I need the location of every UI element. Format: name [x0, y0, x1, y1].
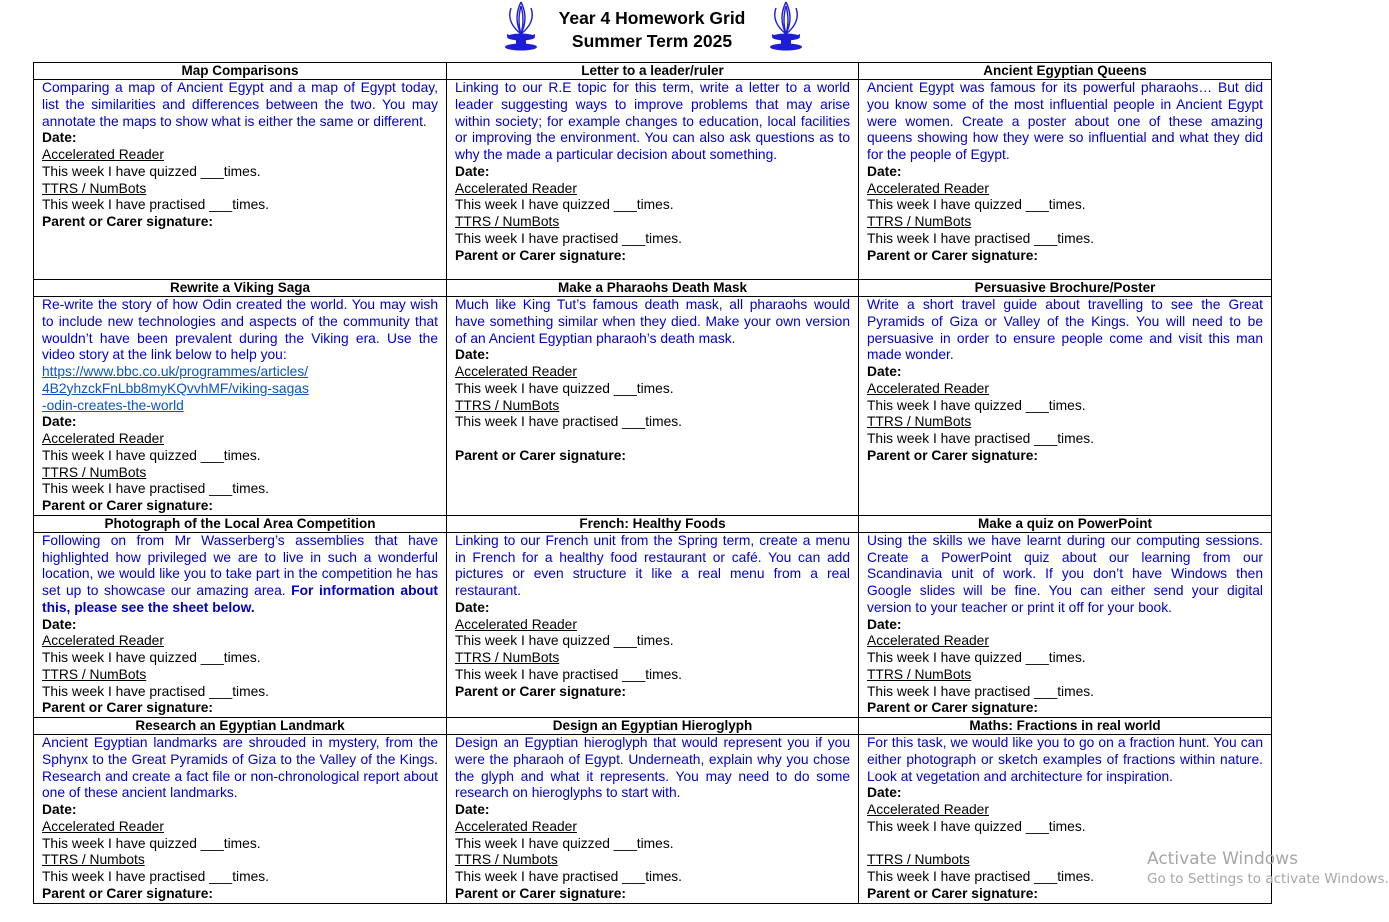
date-label: Date: [867, 785, 902, 801]
date-label: Date: [455, 347, 490, 363]
accelerated-reader-heading: Accelerated Reader [867, 380, 989, 396]
task-description: Linking to our French unit from the Spring term, create a menu in French for a healthy food restaurant or café. You can add pictures or even structure it like a real menu from a real restaurant. [455, 532, 850, 598]
spacer [455, 431, 850, 448]
task-cell [34, 532, 447, 717]
watermark-line-1: Activate Windows [1147, 849, 1298, 869]
accelerated-reader-heading: Accelerated Reader [42, 147, 164, 162]
activate-windows-watermark [1147, 848, 1389, 888]
task-description: Linking to our R.E topic for this term, write a letter to a world leader suggesting ways to improve problems that may arise within society; for example changes to education, local facilities or improving the environment. You can also ask questions as to why the made a particular decision about something. [455, 80, 850, 162]
ttrs-heading: TTRS / Numbots [455, 852, 558, 868]
quizzed-line: This week I have quizzed ___times. [42, 163, 261, 179]
signature-label: Parent or Carer signature: [867, 700, 1038, 716]
date-label: Date: [867, 364, 902, 379]
signature-label: Parent or Carer signature: [42, 885, 213, 901]
title-line-2: Summer Term 2025 [571, 31, 733, 51]
practised-line: This week I have practised ___times. [455, 666, 682, 682]
task-title: Make a Pharaohs Death Mask [447, 280, 859, 297]
accelerated-reader-heading: Accelerated Reader [455, 616, 577, 632]
signature-label: Parent or Carer signature: [455, 247, 626, 263]
task-title: Make a quiz on PowerPoint [859, 515, 1272, 532]
quizzed-line: This week I have quizzed ___times. [42, 447, 261, 463]
task-cell [447, 532, 859, 717]
signature-label: Parent or Carer signature: [455, 885, 626, 901]
page-header [0, 0, 1304, 62]
quizzed-line: This week I have quizzed ___times. [455, 380, 674, 396]
task-cell [859, 80, 1272, 280]
video-link-line-3[interactable]: -odin-creates-the-world [42, 397, 184, 413]
task-cell [447, 297, 859, 516]
quizzed-line: This week I have quizzed ___times. [455, 835, 674, 851]
task-cell [34, 735, 447, 904]
accelerated-reader-heading: Accelerated Reader [867, 802, 989, 817]
task-title: Photograph of the Local Area Competition [34, 515, 447, 532]
date-label: Date: [455, 163, 490, 179]
signature-label: Parent or Carer signature: [42, 498, 213, 513]
page-title [500, 7, 804, 53]
task-description [42, 297, 438, 414]
date-label: Date: [42, 802, 77, 817]
quizzed-line: This week I have quizzed ___times. [455, 633, 674, 649]
accelerated-reader-heading: Accelerated Reader [867, 633, 989, 649]
title-line-1: Year 4 Homework Grid [558, 8, 746, 28]
ttrs-heading: TTRS / NumBots [867, 414, 972, 430]
grid-content-row [34, 735, 1272, 904]
practised-line: This week I have practised ___times. [455, 869, 682, 884]
task-description: Write a short travel guide about travelling to see the Great Pyramids of Giza or Valley of the Kings. You will need to be persuasive in order to ensure people come and visit this man made wonder. [867, 297, 1263, 363]
task-cell [34, 297, 447, 516]
video-link-line-2[interactable]: 4B2yhzckFnLbb8myKQvvhMF/viking-sagas [42, 380, 309, 396]
task-title: Research an Egyptian Landmark [34, 718, 447, 735]
quizzed-line: This week I have quizzed ___times. [455, 197, 674, 213]
date-label: Date: [867, 163, 902, 179]
signature-label: Parent or Carer signature: [42, 214, 213, 229]
task-description [42, 533, 438, 617]
date-label: Date: [455, 802, 490, 817]
quizzed-line: This week I have quizzed ___times. [42, 835, 261, 851]
task-title: Design an Egyptian Hieroglyph [447, 718, 859, 735]
task-cell [859, 297, 1272, 516]
ttrs-heading: TTRS / NumBots [867, 214, 972, 229]
quizzed-line: This week I have quizzed ___times. [867, 818, 1086, 834]
watermark-line-2: Go to Settings to activate Windows. [1147, 871, 1389, 887]
task-description: Ancient Egyptian landmarks are shrouded in mystery, from the Sphynx to the Great Pyramids of Giza to the Valley of the Kings. Research and create a fact file or non-chronological report about one of these ancient landmarks. [42, 735, 438, 801]
task-title: Maths: Fractions in real world [859, 718, 1272, 735]
task-cell [447, 735, 859, 904]
task-description-text: Re-write the story of how Odin created the world. You may wish to include new technologies and aspects of the community that wouldn’t have been prevalent during the Viking era. Use the video story at the link below to help you: [42, 297, 438, 363]
signature-label: Parent or Carer signature: [867, 247, 1038, 263]
task-description: Using the skills we have learnt during our computing sessions. Create a PowerPoint quiz about our learning from our Scandinavia unit of work. If you don’t have Windows then Google slides will be fine. You can either send your digital version to your teacher or print it off for your book. [867, 532, 1263, 615]
practised-line: This week I have practised ___times. [455, 414, 682, 430]
practised-line: This week I have practised ___times. [455, 230, 682, 246]
quizzed-line: This week I have quizzed ___times. [867, 197, 1086, 213]
task-description: For this task, we would like you to go on a fraction hunt. You can either photograph or sketch examples of fractions within nature. Look at vegetation and architecture for inspiration. [867, 735, 1263, 784]
task-description: Ancient Egypt was famous for its powerful pharaohs… But did you know some of the most influential people in Ancient Egypt were women. Create a poster about one of these amazing queens showing how they were so influential and what they did for the people of Egypt. [867, 80, 1263, 162]
practised-line: This week I have practised ___times. [42, 869, 269, 884]
practised-line: This week I have practised ___times. [42, 481, 269, 497]
ttrs-heading: TTRS / NumBots [455, 650, 560, 665]
signature-label: Parent or Carer signature: [42, 700, 213, 716]
practised-line: This week I have practised ___times. [867, 230, 1094, 246]
signature-label: Parent or Carer signature: [867, 447, 1038, 463]
accelerated-reader-heading: Accelerated Reader [42, 431, 164, 446]
fountain-emblem-icon [766, 0, 806, 52]
accelerated-reader-heading: Accelerated Reader [42, 818, 164, 834]
quizzed-line: This week I have quizzed ___times. [867, 397, 1086, 413]
practised-line: This week I have practised ___times. [42, 197, 269, 213]
grid-content-row [34, 532, 1272, 717]
task-cell [447, 80, 859, 280]
task-title: Rewrite a Viking Saga [34, 280, 447, 297]
grid-content-row [34, 297, 1272, 516]
task-title: Letter to a leader/ruler [447, 63, 859, 80]
task-description-text: Following on from Mr Wasserberg’s assemblies that have highlighted how privileged we are to live in such a wonderful location, we would like you to take part in the competition he has set up to showcase our amazing area. [42, 532, 438, 598]
grid-title-row [34, 515, 1272, 532]
task-description: Comparing a map of Ancient Egypt and a map of Egypt today, list the similarities and differences between the two. You may annotate the maps to show what is either the same or different. [42, 80, 438, 129]
task-title: French: Healthy Foods [447, 515, 859, 532]
ttrs-heading: TTRS / NumBots [455, 214, 560, 229]
date-label: Date: [42, 130, 77, 146]
date-label: Date: [42, 616, 77, 632]
task-title: Map Comparisons [34, 63, 447, 80]
task-cell [859, 532, 1272, 717]
ttrs-heading: TTRS / NumBots [42, 464, 147, 480]
date-label: Date: [42, 414, 77, 430]
accelerated-reader-heading: Accelerated Reader [455, 180, 577, 196]
ttrs-heading: TTRS / NumBots [455, 397, 560, 413]
ttrs-heading: TTRS / NumBots [42, 180, 147, 196]
ttrs-heading: TTRS / NumBots [867, 666, 972, 682]
ttrs-heading: TTRS / NumBots [42, 666, 147, 682]
accelerated-reader-heading: Accelerated Reader [455, 364, 577, 379]
date-label: Date: [867, 616, 902, 632]
quizzed-line: This week I have quizzed ___times. [867, 650, 1086, 665]
grid-content-row [34, 80, 1272, 280]
practised-line: This week I have practised ___times. [867, 683, 1094, 699]
task-cell [34, 80, 447, 280]
ttrs-heading: TTRS / Numbots [42, 852, 145, 868]
quizzed-line: This week I have quizzed ___times. [42, 650, 261, 665]
grid-title-row [34, 718, 1272, 735]
accelerated-reader-heading: Accelerated Reader [42, 633, 164, 649]
task-description: Much like King Tut’s famous death mask, all pharaohs would have something similar when they died. Make your own version of an Ancient Egyptian pharaoh’s death mask. [455, 297, 850, 346]
grid-title-row [34, 63, 1272, 80]
date-label: Date: [455, 599, 490, 615]
accelerated-reader-heading: Accelerated Reader [455, 818, 577, 834]
video-link[interactable] [42, 364, 309, 413]
information-note: For information about this, please see the sheet below. [42, 583, 438, 615]
accelerated-reader-heading: Accelerated Reader [867, 180, 989, 196]
signature-label: Parent or Carer signature: [867, 885, 1038, 901]
grid-title-row [34, 280, 1272, 297]
signature-label: Parent or Carer signature: [455, 447, 626, 463]
video-link-line-1[interactable]: https://www.bbc.co.uk/programmes/articles/ [42, 364, 309, 379]
task-title: Ancient Egyptian Queens [859, 63, 1272, 80]
task-description: Design an Egyptian hieroglyph that would represent you if you were the pharaoh of Egypt. Underneath, explain why you chose the glyph and what it represents. You may need to do some research on hieroglyphs to start with. [455, 735, 850, 801]
signature-label: Parent or Carer signature: [455, 683, 626, 699]
task-title: Persuasive Brochure/Poster [859, 280, 1272, 297]
practised-line: This week I have practised ___times. [867, 869, 1094, 884]
practised-line: This week I have practised ___times. [42, 683, 269, 699]
practised-line: This week I have practised ___times. [867, 431, 1094, 446]
homework-grid [33, 62, 1272, 904]
ttrs-heading: TTRS / Numbots [867, 852, 970, 868]
